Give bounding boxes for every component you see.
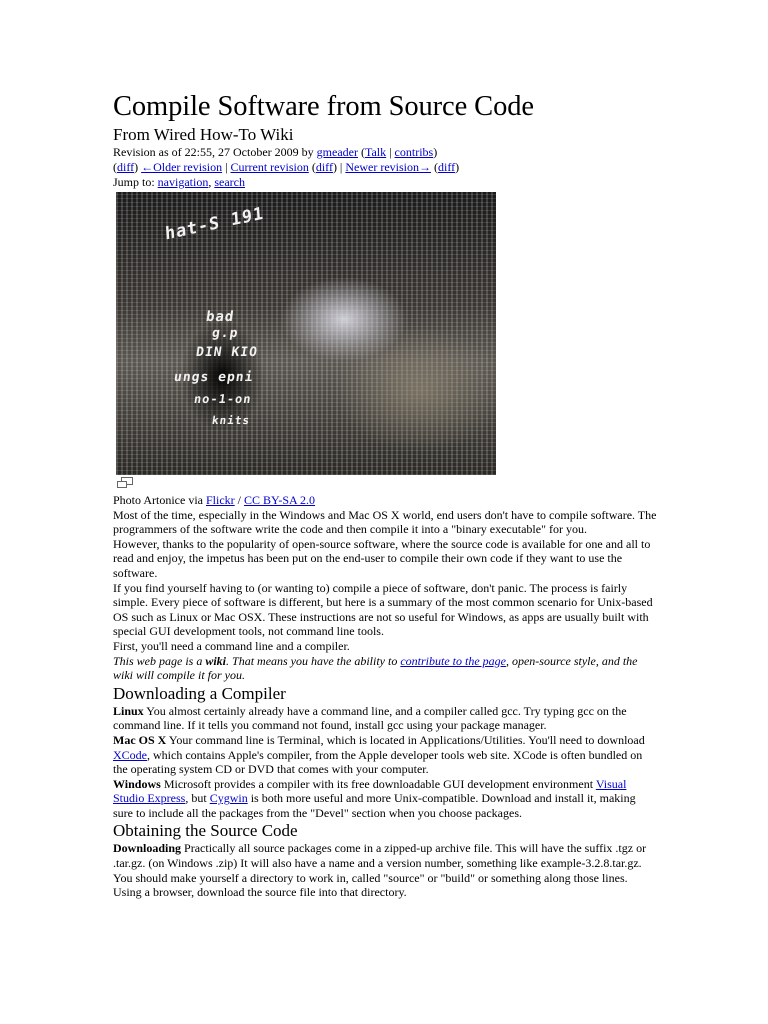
- photo-glyph-5: ungs epni: [172, 370, 255, 385]
- intro-paragraph-1: Most of the time, especially in the Windows and Mac OS X world, end users don't have to compile software. The programmers of the software write the code and then compile it into a "binary executable" for you.: [113, 507, 657, 537]
- article-body: [113, 493, 658, 900]
- windows-label: Windows: [113, 776, 161, 791]
- article-photo[interactable]: [116, 192, 496, 475]
- intro-paragraph-2: However, thanks to the popularity of open-source software, where the source code is available for one and all to read and enjoy, the impetus has been put on the end-user to compile their own code if they want to use the software.: [113, 536, 651, 580]
- enlarge-icon[interactable]: [117, 477, 133, 488]
- talk-link[interactable]: Talk: [364, 145, 387, 159]
- separator: ,: [208, 175, 215, 189]
- search-link[interactable]: search: [214, 175, 245, 189]
- xcode-link[interactable]: XCode: [113, 747, 147, 762]
- downloading-paragraph: [113, 841, 658, 899]
- photo-glyph-2: bad: [204, 309, 236, 325]
- linux-label: Linux: [113, 703, 144, 718]
- jump-label: Jump to:: [113, 175, 158, 189]
- article: [113, 90, 658, 900]
- windows-paragraph: [113, 777, 658, 821]
- newer-revision-link[interactable]: Newer revision→: [345, 160, 431, 174]
- contribute-link[interactable]: contribute to the page: [400, 653, 506, 668]
- photo-glyph-1: hat-S 191: [164, 203, 265, 245]
- heading-obtaining-source: Obtaining the Source Code: [113, 821, 298, 841]
- photo-glyph-6: no-1-on: [193, 392, 253, 406]
- downloading-label: Downloading: [113, 841, 182, 856]
- flickr-link[interactable]: Flickr: [206, 493, 235, 507]
- linux-paragraph: [113, 704, 658, 733]
- mac-paragraph: [113, 733, 658, 777]
- mac-text: , which contains Apple's compiler, from the Apple developer tools web site. XCode is often bundled on the operating system CD or DVD that comes with your computer.: [113, 747, 643, 777]
- revision-info: [113, 145, 658, 160]
- separator: |: [222, 160, 231, 174]
- page-subtitle: From Wired How-To Wiki: [113, 125, 294, 144]
- photo-glyph-4: DIN KIO: [194, 345, 259, 360]
- photo-glyph-7: knits: [211, 414, 252, 427]
- license-link[interactable]: CC BY-SA 2.0: [244, 493, 316, 507]
- revision-paren: (: [357, 145, 365, 159]
- wiki-text: . That means you have the ability to: [226, 653, 401, 668]
- user-link[interactable]: gmeader: [316, 145, 358, 159]
- paren: ): [455, 160, 460, 174]
- paren: (: [308, 160, 316, 174]
- paren: (: [430, 160, 438, 174]
- diff-link-2[interactable]: diff: [315, 160, 333, 174]
- wiki-word: wiki: [205, 653, 227, 668]
- revision-paren-close: ): [433, 145, 438, 159]
- slash: /: [234, 493, 245, 507]
- paren: ): [134, 160, 142, 174]
- heading-downloading-compiler: Downloading a Compiler: [113, 683, 286, 703]
- page-title: Compile Software from Source Code: [113, 91, 534, 122]
- linux-text: You almost certainly already have a command line, and a compiler called gcc. Try typing gcc on the command line. If it tells you command not found, install gcc using your package manager.: [113, 703, 627, 733]
- intro-paragraph-4: First, you'll need a command line and a compiler.: [113, 638, 350, 653]
- photo-credit: [113, 493, 658, 508]
- wiki-text: , open-source style, and the wiki will compile it for you.: [113, 653, 638, 683]
- windows-text: , but: [185, 791, 210, 806]
- wiki-text: This web page is a: [113, 653, 206, 668]
- contribs-link[interactable]: contribs: [394, 145, 434, 159]
- mac-text: Your command line is Terminal, which is located in Applications/Utilities. You'll need to download: [166, 732, 645, 747]
- cygwin-link[interactable]: Cygwin: [209, 791, 248, 806]
- intro-paragraph-3: If you find yourself having to (or wanting to) compile a piece of software, don't panic. The process is fairly simple. Every piece of software is different, but here is a summary of the most common scenario for Unix-based OS such as Linux or Mac OSX. These instructions are not so useful for Windows, as apps are usually built with special GUI development tools, not command line tools.: [113, 580, 653, 639]
- diff-link-1[interactable]: diff: [117, 160, 135, 174]
- paren: (: [113, 160, 117, 174]
- revision-sep: |: [386, 145, 395, 159]
- mac-label: Mac OS X: [113, 732, 167, 747]
- revision-prefix: Revision as of 22:55, 27 October 2009 by: [113, 145, 317, 159]
- downloading-text: Practically all source packages come in a zipped-up archive file. This will have the suffix .tgz or .tar.gz. (on Windows .zip) It will also have a name and a version number, something like example-3.2.8.tar.gz. You should make yourself a directory to work in, called "source" or "build" or something along those lines. Using a browser, download the source file into that directory.: [113, 841, 647, 900]
- visual-studio-link[interactable]: Visual Studio Express: [113, 776, 627, 806]
- navigation-link[interactable]: navigation: [157, 175, 209, 189]
- revision-nav: [113, 160, 658, 175]
- windows-text: Microsoft provides a compiler with its free downloadable GUI development environment: [160, 776, 596, 791]
- diff-link-3[interactable]: diff: [437, 160, 456, 174]
- credit-text: Photo Artonice via: [113, 493, 206, 507]
- windows-text: is both more useful and more Unix-compatible. Download and install it, making sure to include all the packages from the "Devel" section when you choose packages.: [113, 791, 636, 820]
- current-revision-link[interactable]: Current revision: [230, 160, 309, 174]
- jump-to: [113, 175, 658, 190]
- wiki-notice: [113, 654, 658, 683]
- paren: ) |: [332, 160, 346, 174]
- photo-glyph-3: g.p: [210, 326, 240, 341]
- older-revision-link[interactable]: ←Older revision: [141, 160, 223, 174]
